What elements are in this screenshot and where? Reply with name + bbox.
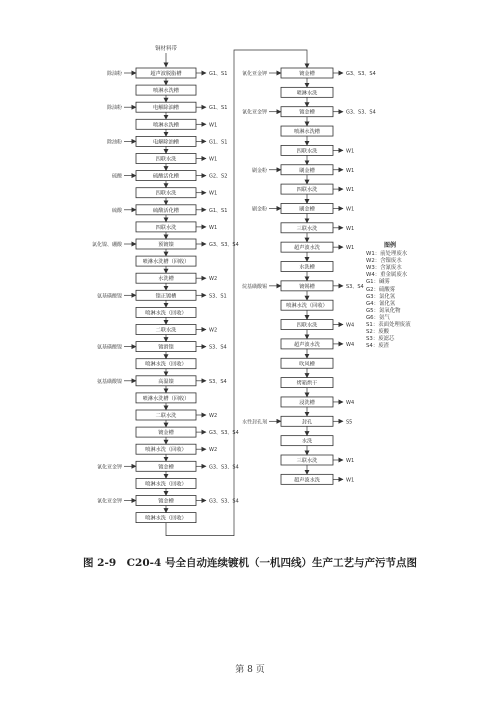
emission-label: W1 [209, 156, 218, 163]
process-step-label: 水洗槽 [158, 276, 174, 283]
process-step-label: 喷淋水洗（回收） [145, 361, 187, 368]
emission-label: G3、S3、S4 [346, 109, 376, 116]
emission-label: S3、S4 [346, 283, 364, 290]
legend-item: G1：碱雾 [366, 279, 390, 286]
process-step [281, 436, 333, 446]
input-label: 烷基磺酸锡 [241, 283, 267, 290]
process-step [136, 513, 196, 523]
input-label: 氯化镍、硼酸 [91, 242, 122, 248]
process-step-label: 喷淋水洗槽（回收） [142, 259, 190, 266]
process-step-label: 预镀镍 [158, 242, 174, 248]
process-step [136, 273, 196, 283]
process-step-label: 喷淋水洗（回收） [286, 303, 328, 310]
process-step-label: 镀滑镍 [158, 344, 174, 351]
process-step-label: 喷淋水洗（回收） [145, 447, 187, 454]
process-step [281, 203, 333, 213]
emission-label: W2 [209, 413, 218, 419]
emission-label: G1、S1 [209, 71, 228, 77]
process-step [281, 416, 333, 426]
emission-label: S3、S4 [209, 344, 227, 351]
legend-item: S2：废酸 [366, 329, 390, 336]
process-step [281, 378, 333, 388]
legend-item: G2：硫酸雾 [366, 286, 396, 293]
process-step [281, 68, 333, 78]
input-label: 刷金粉 [251, 206, 267, 213]
input-label: 氰化亚金钾 [241, 109, 267, 116]
process-step-label: 水洗槽 [299, 264, 315, 271]
process-step-label: 四联水洗 [155, 190, 177, 197]
process-step-label: 四联水洗 [155, 156, 177, 163]
process-step-label: 镀锡槽 [299, 283, 315, 290]
emission-label: W2 [209, 276, 218, 283]
process-step-label: 吹风槽 [299, 361, 315, 368]
emission-label: W1 [346, 167, 355, 174]
process-step [136, 239, 196, 249]
input-label: 氨基磺酸镍 [96, 293, 122, 300]
emission-label: W2 [209, 447, 218, 454]
legend-title: 图例 [384, 242, 397, 249]
process-step-label: 喷淋水洗槽 [153, 122, 179, 129]
process-step [136, 85, 196, 95]
process-step [281, 262, 333, 272]
process-step-label: 超声波水洗 [294, 245, 320, 252]
process-step [281, 358, 333, 368]
legend [366, 242, 411, 350]
process-step [136, 188, 196, 198]
emission-label: W1 [209, 190, 218, 197]
process-step [136, 154, 196, 164]
process-step-label: 镀金槽 [299, 71, 315, 77]
process-step [136, 119, 196, 129]
process-step-label: 喷淋水洗（回收） [145, 515, 187, 522]
process-step [136, 307, 196, 317]
process-step [281, 320, 333, 330]
process-step-label: 三联水洗 [296, 225, 318, 232]
page-number: 第 8 页 [235, 665, 265, 675]
input-label: 氨基磺酸镍 [96, 344, 122, 351]
process-step-label: 喷淋水洗槽 [153, 88, 179, 95]
process-step [281, 397, 333, 407]
process-step-label: 二联水洗 [155, 413, 177, 419]
legend-item: W2：含镍废水 [366, 258, 402, 265]
emission-label: W1 [209, 122, 218, 129]
process-step-label: 电解除油槽 [153, 105, 179, 112]
emission-label: S3、S1 [209, 293, 227, 300]
process-step-label: 超声波脱脂槽 [150, 71, 182, 77]
emission-label: S3、S4 [209, 378, 227, 385]
process-step-label: 喷淋水洗槽（回收） [142, 395, 190, 402]
flow-chart [92, 50, 376, 536]
input-label: 氰化亚金钾 [96, 498, 122, 505]
process-step [136, 427, 196, 437]
process-step-label: 三联水洗 [296, 458, 318, 464]
process-step [136, 290, 196, 300]
legend-item: S3：废滤芯 [366, 336, 395, 343]
process-step-label: 浸洗槽 [299, 399, 315, 406]
process-step [136, 496, 196, 506]
process-step [281, 126, 333, 136]
process-step [281, 474, 333, 484]
figure-caption: 图 2-9 C20-4 号全自动连续镀机（一机四线）生产工艺与产污节点图 [83, 557, 417, 569]
emission-label: W1 [346, 245, 355, 252]
emission-label: G3、S3、S4 [209, 464, 239, 471]
emission-label: W4 [346, 399, 355, 406]
input-label: 氨基磺酸镍 [96, 378, 122, 385]
legend-item: G3：氯化氢 [366, 293, 396, 300]
process-step [136, 256, 196, 266]
emission-label: G3、S3、S4 [346, 71, 376, 77]
process-step-label: 刷金槽 [299, 167, 315, 174]
process-step-label: 喷淋水洗（回收） [145, 481, 187, 488]
process-step-label: 喷淋水洗（回收） [145, 310, 187, 317]
process-step-label: 水洗 [301, 438, 313, 445]
process-step-label: 硫酸活化槽 [153, 207, 179, 214]
process-step-label: 高温镍 [158, 378, 174, 385]
process-step-label: 镀金槽 [158, 498, 174, 505]
process-step [136, 444, 196, 454]
process-step [281, 300, 333, 310]
process-step [281, 107, 333, 117]
legend-item: W4：重金属废水 [366, 272, 408, 279]
emission-label: W1 [346, 148, 355, 155]
emission-label: W2 [209, 327, 218, 334]
legend-items [366, 251, 411, 350]
input-label: 硫酸 [111, 173, 122, 180]
process-step [136, 478, 196, 488]
process-step [136, 393, 196, 403]
process-step [136, 205, 196, 215]
process-step [281, 242, 333, 252]
process-step [136, 342, 196, 352]
input-label: 水性封孔剂 [241, 419, 267, 426]
process-step-label: 超声波水洗 [294, 477, 320, 484]
input-label: 除油粉 [106, 105, 122, 112]
process-step [136, 68, 196, 78]
input-label: 除油粉 [106, 71, 122, 77]
emission-label: G3、S3、S4 [209, 430, 239, 437]
legend-item: S4：废渣 [366, 343, 390, 350]
emission-label: G3、S3、S4 [209, 242, 239, 248]
emission-label: G1、S1 [209, 105, 228, 112]
emission-label: G1、S1 [209, 139, 228, 146]
legend-item: W1：前处理废水 [366, 251, 408, 258]
process-step-label: 四联水洗 [296, 187, 318, 194]
process-step-label: 镀金槽 [299, 109, 315, 116]
input-label: 氰化亚金钾 [241, 71, 267, 77]
process-step [136, 136, 196, 146]
process-step-label: 二联水洗 [155, 327, 177, 334]
emission-label: W1 [209, 224, 218, 231]
emission-label: G1、S1 [209, 207, 228, 214]
input-label: 氰化亚金钾 [96, 464, 122, 471]
input-label: 除油粉 [106, 139, 122, 146]
input-label: 刷金粉 [251, 167, 267, 174]
emission-label: G3、S3、S4 [209, 498, 239, 505]
process-step [136, 410, 196, 420]
process-step [136, 376, 196, 386]
process-step [136, 102, 196, 112]
process-step [281, 339, 333, 349]
emission-label: G2、S2 [209, 173, 228, 180]
process-step [136, 222, 196, 232]
process-step [281, 184, 333, 194]
process-step [281, 87, 333, 97]
emission-label: W1 [346, 477, 355, 484]
emission-label: W1 [346, 458, 355, 464]
process-step [281, 165, 333, 175]
legend-item: S1：表面处理废液 [366, 322, 411, 329]
process-step [281, 223, 333, 233]
process-step-label: 电解除油槽 [153, 139, 179, 146]
process-step [136, 325, 196, 335]
process-step-label: 镀金槽 [158, 464, 174, 471]
legend-item: G6：氨气 [366, 314, 390, 321]
process-step-label: 硫酸活化槽 [153, 173, 179, 180]
process-step-label: 镍正镀槽 [155, 293, 177, 300]
process-step-label: 封孔 [301, 419, 313, 426]
emission-label: S5 [346, 419, 353, 426]
process-step [281, 145, 333, 155]
emission-label: W1 [346, 187, 355, 194]
emission-label: W4 [346, 341, 355, 348]
emission-label: W1 [346, 206, 355, 213]
legend-item: G4：氰化氢 [366, 300, 396, 307]
emission-label: W1 [346, 225, 355, 232]
process-step [281, 455, 333, 465]
input-label: 硫酸 [111, 207, 122, 214]
emission-label: W4 [346, 322, 355, 329]
process-step-label: 四联水洗 [296, 322, 318, 329]
legend-item: G5：氮氧化物 [366, 307, 401, 314]
process-step-label: 烤箱烘干 [296, 380, 318, 387]
process-step [136, 461, 196, 471]
legend-item: W3：含氰废水 [366, 265, 402, 272]
process-step-label: 超声波水洗 [294, 341, 320, 348]
process-step-label: 喷淋水洗 [296, 90, 318, 97]
process-step-label: 喷淋水洗槽 [294, 129, 320, 136]
process-step-label: 四联水洗 [155, 224, 177, 231]
process-step [281, 281, 333, 291]
start-label: 铜材料带 [154, 46, 178, 52]
process-step-label: 刷金槽 [299, 206, 315, 213]
process-step-label: 镀金槽 [158, 430, 174, 437]
process-step-label: 四联水洗 [296, 148, 318, 155]
process-step [136, 171, 196, 181]
process-step [136, 359, 196, 369]
